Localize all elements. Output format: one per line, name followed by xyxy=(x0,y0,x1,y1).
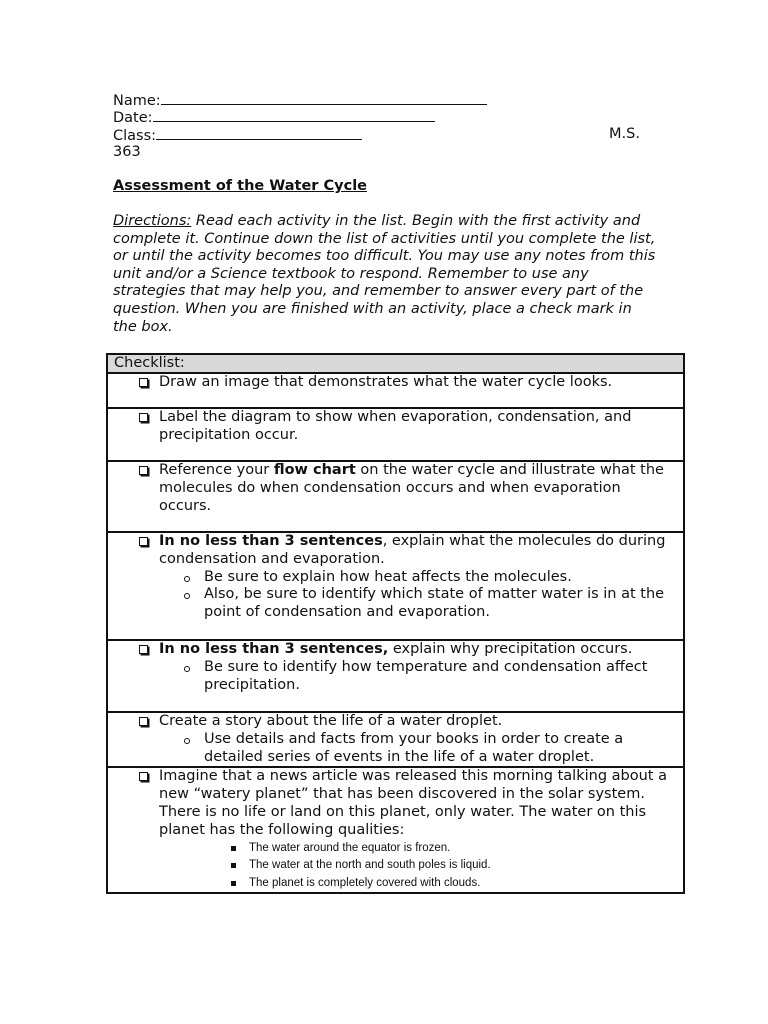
item-text-post: , explain what the molecules do during condensation and evaporation. xyxy=(159,533,666,567)
name-label: Name: xyxy=(113,93,161,109)
checklist-row-1 xyxy=(107,373,684,408)
sub-item-text: Be sure to identify how temperature and condensation affect precipitation. xyxy=(204,658,648,693)
sub-item xyxy=(159,731,677,767)
date-label: Date: xyxy=(113,110,153,126)
date-line xyxy=(113,108,435,127)
sub-item xyxy=(159,569,677,587)
checkbox-icon[interactable] xyxy=(139,645,148,654)
item-text: Create a story about the life of a water droplet. xyxy=(159,713,503,729)
checkbox-icon[interactable] xyxy=(139,466,148,475)
checklist-row-7 xyxy=(107,767,684,893)
list-item xyxy=(108,374,683,392)
item-text-bold: flow chart xyxy=(273,462,356,478)
square-bullet-icon xyxy=(231,863,236,868)
checkbox-icon[interactable] xyxy=(139,717,148,726)
checklist-row-4 xyxy=(107,532,684,640)
item-text-post: explain why precipitation occurs. xyxy=(388,641,633,657)
checklist-row-3 xyxy=(107,461,684,532)
checklist-row-2 xyxy=(107,408,684,461)
ms-label: M.S. xyxy=(609,126,640,142)
sub-item-text: Also, be sure to identify which state of matter water is in at the point of condensation and evaporation. xyxy=(204,586,665,621)
checklist-row-5 xyxy=(107,640,684,712)
page-title: Assessment of the Water Cycle xyxy=(113,178,367,194)
name-blank xyxy=(161,91,487,105)
quality-item xyxy=(159,857,677,875)
square-bullet-icon xyxy=(231,881,236,886)
checkbox-icon[interactable] xyxy=(139,772,148,781)
list-item xyxy=(108,462,683,515)
checkbox-icon[interactable] xyxy=(139,413,148,422)
checklist-header: Checklist: xyxy=(107,354,684,373)
item-text: Draw an image that demonstrates what the water cycle looks. xyxy=(159,374,613,390)
quality-text: The water at the north and south poles is liquid. xyxy=(249,859,491,872)
directions-text: Read each activity in the list. Begin with the first activity and complete it. Continue down the list of activities until you complete the list, or until the activity becomes too difficult. You may use any notes from this unit and/or a Science textbook to respond. Remember to use any strategies that may help you, and remember to answer every part of the question. When you are finished with an activity, place a check mark in the box. xyxy=(113,213,656,335)
checkbox-icon[interactable] xyxy=(139,537,148,546)
sub-item xyxy=(159,659,677,695)
item-text: Label the diagram to show when evaporation, condensation, and precipitation occur. xyxy=(159,409,632,443)
list-item xyxy=(108,641,683,694)
list-item xyxy=(108,409,683,445)
checkbox-icon[interactable] xyxy=(139,378,148,387)
class-blank xyxy=(156,126,362,140)
sub-item xyxy=(159,586,677,622)
checklist-row-6 xyxy=(107,712,684,767)
list-item xyxy=(108,768,683,892)
list-item xyxy=(108,533,683,622)
ms-number: 363 xyxy=(113,144,141,160)
bullet-icon xyxy=(184,593,190,599)
sub-item-text: Be sure to explain how heat affects the molecules. xyxy=(204,568,572,585)
quality-text: The planet is completely covered with clouds. xyxy=(249,876,481,889)
quality-item xyxy=(159,840,677,858)
bullet-icon xyxy=(184,738,190,744)
directions-paragraph xyxy=(113,213,658,336)
checklist-table xyxy=(106,353,685,894)
item-text-bold: In no less than 3 sentences xyxy=(159,533,383,549)
date-blank xyxy=(153,108,435,122)
quality-item xyxy=(159,875,677,893)
quality-text: The water around the equator is frozen. xyxy=(249,841,451,854)
square-bullet-icon xyxy=(231,846,236,851)
bullet-icon xyxy=(184,576,190,582)
item-text: Imagine that a news article was released this morning talking about a new “watery planet” that has been discovered in the solar system. There is no life or land on this planet, only water. The water on this planet has the following qualities: xyxy=(159,768,667,838)
item-text-bold: In no less than 3 sentences, xyxy=(159,641,389,657)
item-text-post: on the water cycle and illustrate what the molecules do when condensation occurs and when evaporation occurs. xyxy=(159,462,664,514)
directions-label: Directions: xyxy=(113,213,192,229)
list-item xyxy=(108,713,683,766)
item-text-pre: Reference your xyxy=(159,462,274,478)
class-line xyxy=(113,126,362,145)
class-label: Class: xyxy=(113,128,157,144)
bullet-icon xyxy=(184,666,190,672)
sub-item-text: Use details and facts from your books in order to create a detailed series of events in the life of a water droplet. xyxy=(204,730,624,765)
